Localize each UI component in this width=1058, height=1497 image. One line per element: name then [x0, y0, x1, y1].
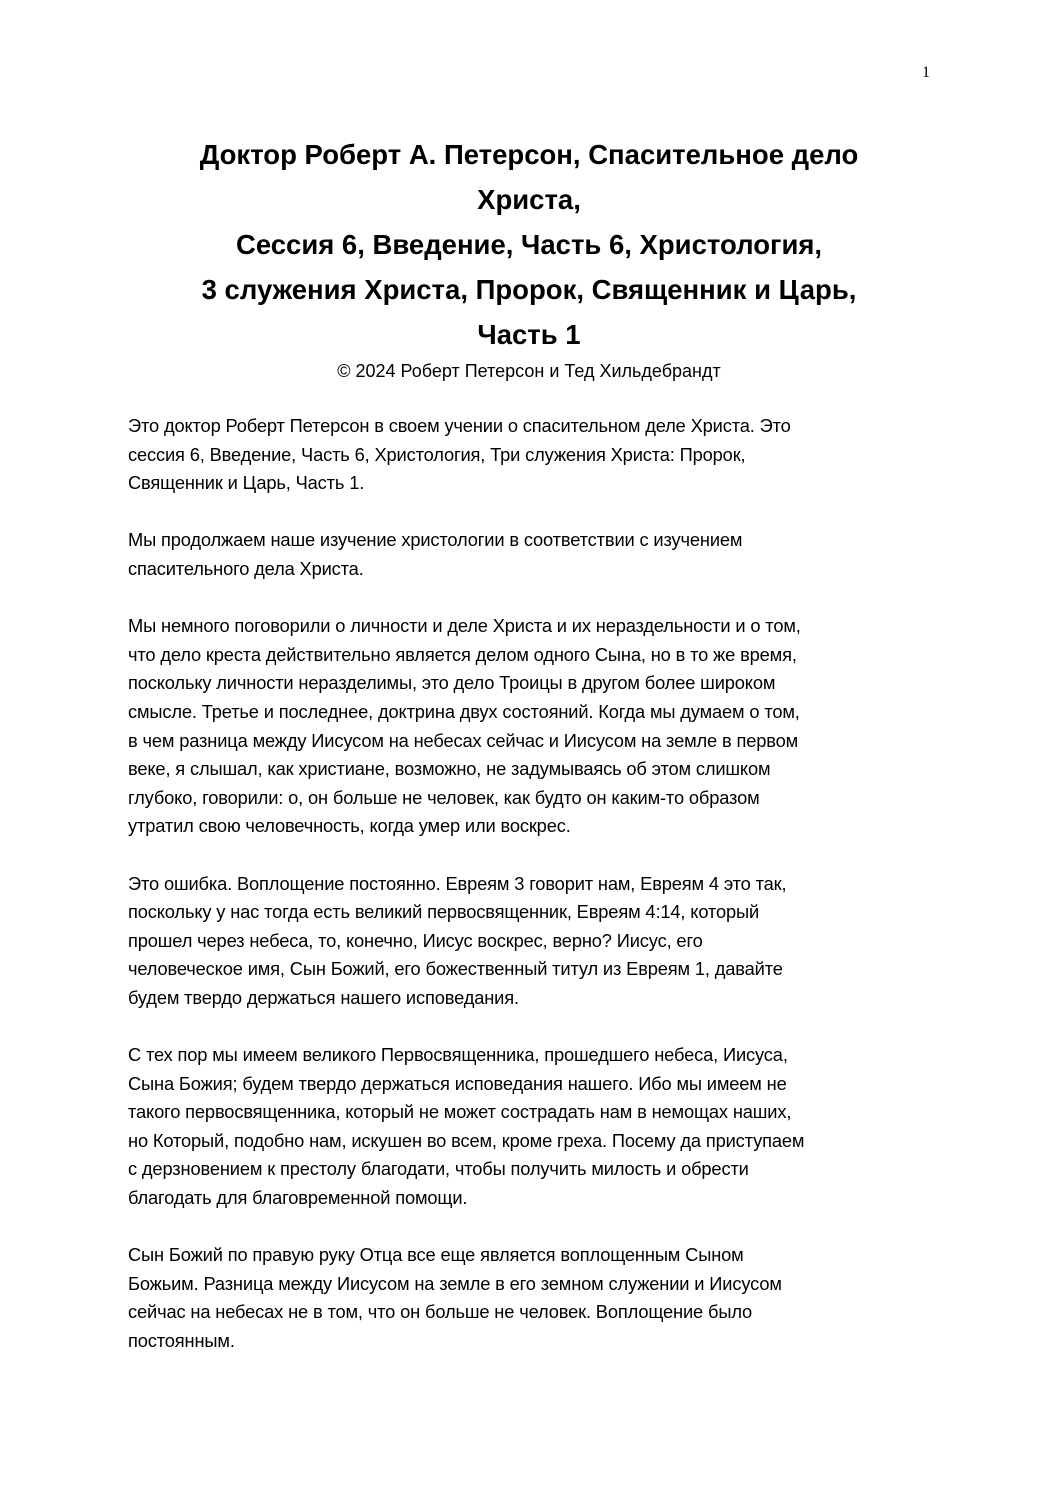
paragraph-line: будем твердо держаться нашего исповедания.	[128, 986, 519, 1008]
paragraph-line: Сын Божий по правую руку Отца все еще является воплощенным Сыном	[128, 1244, 744, 1266]
paragraph-line: человеческое имя, Сын Божий, его божественный титул из Евреям 1, давайте	[128, 958, 783, 980]
paragraph-line: поскольку личности неразделимы, это дело Троицы в другом более широком	[128, 672, 776, 694]
paragraph-line: Это ошибка. Воплощение постоянно. Евреям 3 говорит нам, Евреям 4 это так,	[128, 872, 787, 894]
copyright-notice: © 2024 Роберт Петерсон и Тед Хильдебрандт	[337, 361, 721, 381]
paragraph	[128, 1041, 938, 1213]
paragraph-line: постоянным.	[128, 1330, 235, 1351]
title-line: 3 служения Христа, Пророк, Священник и Царь,	[201, 274, 857, 305]
paragraph-line: такого первосвященника, который не может сострадать нам в немощах наших,	[128, 1101, 792, 1123]
paragraph-line: спасительного дела Христа.	[128, 557, 364, 579]
paragraph-line: Сына Божия; будем твердо держаться исповедания нашего. Ибо мы имеем не	[128, 1072, 787, 1094]
paragraph-line: Мы продолжаем наше изучение христологии в соответствии с изучением	[128, 529, 743, 551]
title-line: Доктор Роберт А. Петерсон, Спасительное дело	[199, 139, 859, 170]
paragraph-line: сейчас на небесах не в том, что он больше не человек. Воплощение было	[128, 1301, 753, 1323]
paragraph-line: утратил свою человечность, когда умер или воскрес.	[128, 815, 571, 837]
paragraph	[128, 612, 938, 841]
paragraph-line: смысле. Третье и последнее, доктрина двух состояний. Когда мы думаем о том,	[128, 700, 800, 722]
paragraph-line: прошел через небеса, то, конечно, Иисус воскрес, верно? Иисус, его	[128, 929, 703, 951]
title-line: Часть 1	[477, 319, 581, 350]
paragraph-line: С тех пор мы имеем великого Первосвященника, прошедшего небеса, Иисуса,	[128, 1044, 788, 1066]
paragraph-line: благодать для благовременной помощи.	[128, 1187, 468, 1209]
paragraph-line: Священник и Царь, Часть 1.	[128, 472, 365, 494]
paragraph	[128, 1241, 938, 1355]
title-line: Сессия 6, Введение, Часть 6, Христология,	[235, 229, 823, 260]
paragraph	[128, 526, 938, 583]
paragraph-line: Мы немного поговорили о личности и деле Христа и их нераздельности и о том,	[128, 615, 801, 637]
paragraph-line: но Который, подобно нам, искушен во всем, кроме греха. Посему да приступаем	[128, 1129, 805, 1151]
paragraph-line: с дерзновением к престолу благодати, чтобы получить милость и обрести	[128, 1158, 749, 1180]
document-title	[0, 132, 1058, 357]
paragraph-line: что дело креста действительно является делом одного Сына, но в то же время,	[128, 643, 797, 665]
paragraph-line: в чем разница между Иисусом на небесах сейчас и Иисусом на земле в первом	[128, 729, 799, 751]
paragraph-line: Божьим. Разница между Иисусом на земле в его земном служении и Иисусом	[128, 1272, 782, 1294]
title-line: Христа,	[477, 184, 581, 215]
paragraph-line: Это доктор Роберт Петерсон в своем учении о спасительном деле Христа. Это	[128, 415, 791, 436]
paragraph	[128, 870, 938, 1013]
paragraph	[128, 412, 938, 498]
document-body	[128, 412, 938, 1384]
page-number: 1	[922, 64, 930, 81]
paragraph-line: поскольку у нас тогда есть великий первосвященник, Евреям 4:14, который	[128, 901, 760, 923]
paragraph-line: глубоко, говорили: о, он больше не человек, как будто он каким-то образом	[128, 786, 760, 808]
paragraph-line: сессия 6, Введение, Часть 6, Христология, Три служения Христа: Пророк,	[128, 443, 746, 465]
paragraph-line: веке, я слышал, как христиане, возможно, не задумываясь об этом слишком	[128, 758, 771, 780]
